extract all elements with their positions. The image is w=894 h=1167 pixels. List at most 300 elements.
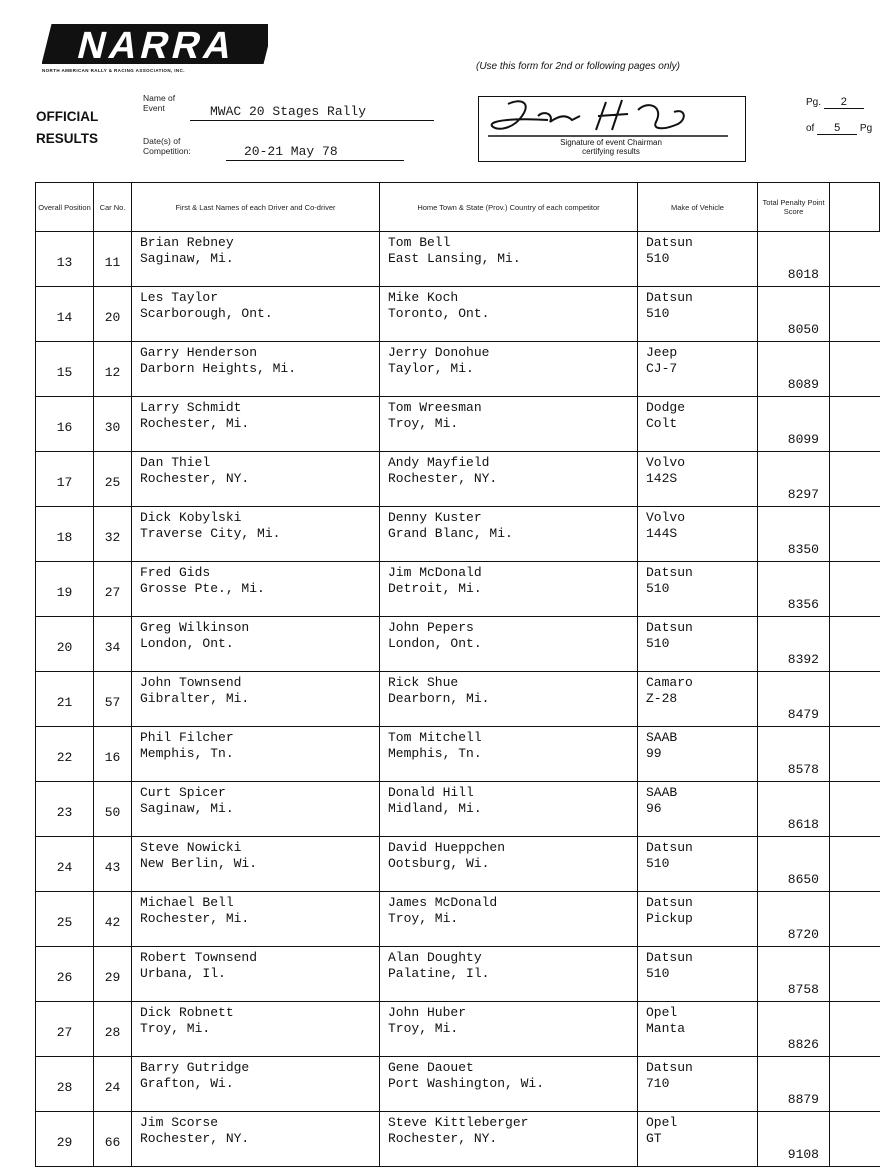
vehicle-cell bbox=[638, 1002, 758, 1057]
points-cell: 8578 bbox=[758, 727, 830, 782]
vehicle-block bbox=[638, 782, 757, 817]
points-cell: 8720 bbox=[758, 892, 830, 947]
vehicle-make: Datsun bbox=[646, 235, 693, 250]
vehicle-make: Opel bbox=[646, 1005, 678, 1020]
points-cell: 9108 bbox=[758, 1112, 830, 1167]
chairman-signature bbox=[488, 96, 728, 138]
codriver-name: Donald Hill bbox=[388, 785, 474, 800]
codriver-hometown: Midland, Mi. bbox=[388, 801, 482, 816]
driver-block bbox=[132, 507, 379, 542]
codriver-block bbox=[380, 287, 637, 322]
codriver-hometown: Memphis, Tn. bbox=[388, 746, 482, 761]
driver-block bbox=[132, 782, 379, 817]
codriver-block bbox=[380, 672, 637, 707]
codriver-cell bbox=[380, 617, 638, 672]
codriver-cell bbox=[380, 452, 638, 507]
driver-cell bbox=[132, 837, 380, 892]
driver-hometown: Rochester, NY. bbox=[140, 471, 250, 486]
position-cell: 23 bbox=[36, 782, 94, 837]
driver-block bbox=[132, 617, 379, 652]
table-header-row bbox=[36, 183, 880, 232]
codriver-block bbox=[380, 837, 637, 872]
vehicle-block bbox=[638, 397, 757, 432]
codriver-hometown: Troy, Mi. bbox=[388, 1021, 459, 1036]
table-row bbox=[36, 342, 880, 397]
org-full-name: NORTH AMERICAN RALLY & RACING ASSOCIATION, INC. bbox=[42, 68, 185, 73]
vehicle-block bbox=[638, 287, 757, 322]
codriver-block bbox=[380, 452, 637, 487]
header-blank bbox=[830, 183, 880, 232]
vehicle-block bbox=[638, 617, 757, 652]
codriver-name: James McDonald bbox=[388, 895, 498, 910]
signature-scribble bbox=[488, 96, 728, 138]
results-table bbox=[35, 182, 880, 1167]
header-position: Overall Position bbox=[36, 183, 94, 232]
blank-cell bbox=[830, 232, 880, 287]
header-driver: First & Last Names of each Driver and Co-driver bbox=[132, 183, 380, 232]
vehicle-model: 710 bbox=[646, 1076, 670, 1091]
vehicle-make: Datsun bbox=[646, 1060, 693, 1075]
vehicle-cell bbox=[638, 727, 758, 782]
vehicle-block bbox=[638, 1112, 757, 1147]
codriver-hometown: Palatine, Il. bbox=[388, 966, 490, 981]
date-field: 20-21 May 78 bbox=[226, 144, 404, 161]
vehicle-cell bbox=[638, 1057, 758, 1112]
codriver-block bbox=[380, 727, 637, 762]
position-cell: 28 bbox=[36, 1057, 94, 1112]
points-cell: 8099 bbox=[758, 397, 830, 452]
points-cell: 8392 bbox=[758, 617, 830, 672]
event-label-line1: Name of bbox=[143, 93, 176, 103]
codriver-cell bbox=[380, 1002, 638, 1057]
points-cell: 8050 bbox=[758, 287, 830, 342]
vehicle-model: 96 bbox=[646, 801, 662, 816]
vehicle-make: SAAB bbox=[646, 785, 678, 800]
vehicle-block bbox=[638, 672, 757, 707]
vehicle-model: Pickup bbox=[646, 911, 693, 926]
points-cell: 8479 bbox=[758, 672, 830, 727]
results-line: RESULTS bbox=[36, 131, 99, 146]
vehicle-block bbox=[638, 562, 757, 597]
driver-hometown: Rochester, NY. bbox=[140, 1131, 250, 1146]
table-row bbox=[36, 947, 880, 1002]
driver-hometown: Grosse Pte., Mi. bbox=[140, 581, 265, 596]
position-cell: 15 bbox=[36, 342, 94, 397]
vehicle-block bbox=[638, 727, 757, 762]
codriver-hometown: Troy, Mi. bbox=[388, 416, 459, 431]
vehicle-cell bbox=[638, 947, 758, 1002]
codriver-cell bbox=[380, 1057, 638, 1112]
date-label-line1: Date(s) of bbox=[143, 136, 181, 146]
codriver-hometown: Grand Blanc, Mi. bbox=[388, 526, 513, 541]
points-cell: 8356 bbox=[758, 562, 830, 617]
position-cell: 25 bbox=[36, 892, 94, 947]
date-label bbox=[143, 136, 191, 156]
driver-cell bbox=[132, 672, 380, 727]
codriver-name: David Hueppchen bbox=[388, 840, 506, 855]
vehicle-block bbox=[638, 837, 757, 872]
position-cell: 29 bbox=[36, 1112, 94, 1167]
position-cell: 24 bbox=[36, 837, 94, 892]
vehicle-model: 510 bbox=[646, 856, 670, 871]
position-cell: 26 bbox=[36, 947, 94, 1002]
vehicle-model: 510 bbox=[646, 636, 670, 651]
car-number-cell: 20 bbox=[94, 287, 132, 342]
driver-name: Brian Rebney bbox=[140, 235, 234, 250]
blank-cell bbox=[830, 1112, 880, 1167]
driver-name: Robert Townsend bbox=[140, 950, 258, 965]
points-cell: 8089 bbox=[758, 342, 830, 397]
codriver-hometown: London, Ont. bbox=[388, 636, 482, 651]
driver-cell bbox=[132, 562, 380, 617]
points-cell: 8018 bbox=[758, 232, 830, 287]
codriver-cell bbox=[380, 232, 638, 287]
car-number-cell: 29 bbox=[94, 947, 132, 1002]
driver-hometown: Troy, Mi. bbox=[140, 1021, 211, 1036]
car-number-cell: 43 bbox=[94, 837, 132, 892]
codriver-cell bbox=[380, 1112, 638, 1167]
codriver-block bbox=[380, 1112, 637, 1147]
official-results-title bbox=[36, 106, 98, 150]
vehicle-model: GT bbox=[646, 1131, 662, 1146]
driver-hometown: New Berlin, Wi. bbox=[140, 856, 258, 871]
official-line: OFFICIAL bbox=[36, 109, 99, 124]
codriver-name: Tom Wreesman bbox=[388, 400, 482, 415]
vehicle-make: Volvo bbox=[646, 455, 686, 470]
vehicle-model: 510 bbox=[646, 306, 670, 321]
codriver-cell bbox=[380, 562, 638, 617]
driver-hometown: Saginaw, Mi. bbox=[140, 251, 234, 266]
blank-cell bbox=[830, 782, 880, 837]
codriver-block bbox=[380, 232, 637, 267]
codriver-name: John Pepers bbox=[388, 620, 474, 635]
driver-hometown: Rochester, Mi. bbox=[140, 416, 250, 431]
driver-name: Fred Gids bbox=[140, 565, 211, 580]
driver-block bbox=[132, 672, 379, 707]
driver-name: Les Taylor bbox=[140, 290, 219, 305]
signature-caption-line1: Signature of event Chairman bbox=[560, 138, 662, 147]
vehicle-model: 144S bbox=[646, 526, 678, 541]
driver-hometown: Scarborough, Ont. bbox=[140, 306, 273, 321]
codriver-name: Andy Mayfield bbox=[388, 455, 490, 470]
vehicle-make: Camaro bbox=[646, 675, 693, 690]
vehicle-model: 510 bbox=[646, 251, 670, 266]
header-hometown: Home Town & State (Prov.) Country of each competitor bbox=[380, 183, 638, 232]
vehicle-model: 510 bbox=[646, 966, 670, 981]
car-number-cell: 24 bbox=[94, 1057, 132, 1112]
codriver-block bbox=[380, 342, 637, 377]
codriver-name: Tom Mitchell bbox=[388, 730, 482, 745]
driver-cell bbox=[132, 727, 380, 782]
blank-cell bbox=[830, 727, 880, 782]
table-row bbox=[36, 287, 880, 342]
vehicle-cell bbox=[638, 452, 758, 507]
driver-block bbox=[132, 1057, 379, 1092]
codriver-name: Denny Kuster bbox=[388, 510, 482, 525]
header-points: Total Penalty Point Score bbox=[758, 183, 830, 232]
car-number-cell: 57 bbox=[94, 672, 132, 727]
driver-name: Curt Spicer bbox=[140, 785, 226, 800]
table-row bbox=[36, 1002, 880, 1057]
position-cell: 13 bbox=[36, 232, 94, 287]
codriver-cell bbox=[380, 837, 638, 892]
points-cell: 8350 bbox=[758, 507, 830, 562]
vehicle-cell bbox=[638, 287, 758, 342]
codriver-block bbox=[380, 507, 637, 542]
page-number bbox=[806, 96, 864, 109]
driver-hometown: Gibralter, Mi. bbox=[140, 691, 250, 706]
blank-cell bbox=[830, 1002, 880, 1057]
driver-name: Greg Wilkinson bbox=[140, 620, 250, 635]
driver-cell bbox=[132, 1002, 380, 1057]
event-label-line2: Event bbox=[143, 103, 165, 113]
blank-cell bbox=[830, 837, 880, 892]
vehicle-block bbox=[638, 1057, 757, 1092]
position-cell: 17 bbox=[36, 452, 94, 507]
codriver-block bbox=[380, 947, 637, 982]
signature-caption-line2: certifying results bbox=[582, 147, 640, 156]
position-cell: 21 bbox=[36, 672, 94, 727]
blank-cell bbox=[830, 397, 880, 452]
codriver-hometown: Rochester, NY. bbox=[388, 471, 498, 486]
vehicle-model: Manta bbox=[646, 1021, 686, 1036]
vehicle-make: Opel bbox=[646, 1115, 678, 1130]
driver-block bbox=[132, 342, 379, 377]
driver-block bbox=[132, 397, 379, 432]
page-total bbox=[806, 122, 872, 135]
codriver-name: Steve Kittleberger bbox=[388, 1115, 529, 1130]
codriver-cell bbox=[380, 892, 638, 947]
codriver-cell bbox=[380, 782, 638, 837]
driver-cell bbox=[132, 947, 380, 1002]
position-cell: 22 bbox=[36, 727, 94, 782]
table-row bbox=[36, 672, 880, 727]
blank-cell bbox=[830, 342, 880, 397]
codriver-hometown: Dearborn, Mi. bbox=[388, 691, 490, 706]
vehicle-block bbox=[638, 507, 757, 542]
vehicle-make: Datsun bbox=[646, 620, 693, 635]
vehicle-cell bbox=[638, 782, 758, 837]
driver-hometown: Saginaw, Mi. bbox=[140, 801, 234, 816]
header-vehicle: Make of Vehicle bbox=[638, 183, 758, 232]
blank-cell bbox=[830, 562, 880, 617]
signature-caption bbox=[478, 138, 744, 156]
vehicle-cell bbox=[638, 672, 758, 727]
codriver-name: Rick Shue bbox=[388, 675, 459, 690]
blank-cell bbox=[830, 672, 880, 727]
car-number-cell: 34 bbox=[94, 617, 132, 672]
vehicle-cell bbox=[638, 507, 758, 562]
driver-hometown: Rochester, Mi. bbox=[140, 911, 250, 926]
table-row bbox=[36, 782, 880, 837]
table-row bbox=[36, 617, 880, 672]
codriver-name: John Huber bbox=[388, 1005, 467, 1020]
blank-cell bbox=[830, 452, 880, 507]
driver-name: Dick Robnett bbox=[140, 1005, 234, 1020]
vehicle-cell bbox=[638, 397, 758, 452]
driver-block bbox=[132, 1002, 379, 1037]
vehicle-block bbox=[638, 1002, 757, 1037]
codriver-name: Gene Daouet bbox=[388, 1060, 474, 1075]
driver-cell bbox=[132, 782, 380, 837]
vehicle-cell bbox=[638, 1112, 758, 1167]
driver-cell bbox=[132, 1112, 380, 1167]
codriver-hometown: Taylor, Mi. bbox=[388, 361, 474, 376]
car-number-cell: 66 bbox=[94, 1112, 132, 1167]
car-number-cell: 50 bbox=[94, 782, 132, 837]
blank-cell bbox=[830, 287, 880, 342]
codriver-name: Jerry Donohue bbox=[388, 345, 490, 360]
vehicle-cell bbox=[638, 892, 758, 947]
driver-block bbox=[132, 837, 379, 872]
table-row bbox=[36, 1112, 880, 1167]
vehicle-block bbox=[638, 947, 757, 982]
driver-block bbox=[132, 727, 379, 762]
vehicle-make: Jeep bbox=[646, 345, 678, 360]
driver-name: Barry Gutridge bbox=[140, 1060, 250, 1075]
page-total-value: 5 bbox=[817, 122, 857, 135]
codriver-name: Alan Doughty bbox=[388, 950, 482, 965]
car-number-cell: 28 bbox=[94, 1002, 132, 1057]
vehicle-block bbox=[638, 892, 757, 927]
header-car: Car No. bbox=[94, 183, 132, 232]
driver-name: Jim Scorse bbox=[140, 1115, 219, 1130]
vehicle-cell bbox=[638, 837, 758, 892]
car-number-cell: 30 bbox=[94, 397, 132, 452]
driver-name: Larry Schmidt bbox=[140, 400, 242, 415]
driver-cell bbox=[132, 452, 380, 507]
codriver-hometown: East Lansing, Mi. bbox=[388, 251, 521, 266]
codriver-block bbox=[380, 1057, 637, 1092]
codriver-cell bbox=[380, 397, 638, 452]
points-cell: 8618 bbox=[758, 782, 830, 837]
position-cell: 14 bbox=[36, 287, 94, 342]
vehicle-block bbox=[638, 342, 757, 377]
vehicle-model: CJ-7 bbox=[646, 361, 678, 376]
driver-hometown: Memphis, Tn. bbox=[140, 746, 234, 761]
codriver-cell bbox=[380, 727, 638, 782]
driver-block bbox=[132, 892, 379, 927]
codriver-name: Mike Koch bbox=[388, 290, 459, 305]
codriver-block bbox=[380, 397, 637, 432]
date-label-line2: Competition: bbox=[143, 146, 191, 156]
table-row bbox=[36, 562, 880, 617]
car-number-cell: 32 bbox=[94, 507, 132, 562]
points-cell: 8650 bbox=[758, 837, 830, 892]
vehicle-model: 510 bbox=[646, 581, 670, 596]
page-label: Pg. bbox=[806, 97, 822, 108]
codriver-cell bbox=[380, 342, 638, 397]
codriver-hometown: Toronto, Ont. bbox=[388, 306, 490, 321]
codriver-hometown: Detroit, Mi. bbox=[388, 581, 482, 596]
driver-name: Michael Bell bbox=[140, 895, 234, 910]
vehicle-model: 99 bbox=[646, 746, 662, 761]
form-usage-note: (Use this form for 2nd or following pages only) bbox=[476, 61, 680, 72]
table-row bbox=[36, 232, 880, 287]
driver-block bbox=[132, 947, 379, 982]
driver-block bbox=[132, 287, 379, 322]
codriver-hometown: Port Washington, Wi. bbox=[388, 1076, 545, 1091]
codriver-name: Jim McDonald bbox=[388, 565, 482, 580]
codriver-cell bbox=[380, 507, 638, 562]
driver-name: Garry Henderson bbox=[140, 345, 258, 360]
points-cell: 8758 bbox=[758, 947, 830, 1002]
event-label bbox=[143, 93, 175, 113]
vehicle-cell bbox=[638, 617, 758, 672]
driver-block bbox=[132, 452, 379, 487]
logo-lettering: NARRA bbox=[73, 24, 241, 67]
driver-cell bbox=[132, 287, 380, 342]
codriver-hometown: Ootsburg, Wi. bbox=[388, 856, 490, 871]
driver-name: Steve Nowicki bbox=[140, 840, 242, 855]
driver-name: John Townsend bbox=[140, 675, 242, 690]
vehicle-model: 142S bbox=[646, 471, 678, 486]
vehicle-model: Z-28 bbox=[646, 691, 678, 706]
vehicle-make: Datsun bbox=[646, 290, 693, 305]
codriver-block bbox=[380, 617, 637, 652]
of-label: of bbox=[806, 123, 815, 134]
codriver-hometown: Troy, Mi. bbox=[388, 911, 459, 926]
driver-block bbox=[132, 562, 379, 597]
car-number-cell: 25 bbox=[94, 452, 132, 507]
blank-cell bbox=[830, 617, 880, 672]
event-name-field: MWAC 20 Stages Rally bbox=[190, 104, 434, 121]
driver-cell bbox=[132, 617, 380, 672]
vehicle-make: Dodge bbox=[646, 400, 686, 415]
codriver-cell bbox=[380, 672, 638, 727]
codriver-block bbox=[380, 892, 637, 927]
blank-cell bbox=[830, 1057, 880, 1112]
table-row bbox=[36, 507, 880, 562]
vehicle-cell bbox=[638, 232, 758, 287]
table-row bbox=[36, 837, 880, 892]
vehicle-block bbox=[638, 232, 757, 267]
vehicle-make: Datsun bbox=[646, 895, 693, 910]
driver-cell bbox=[132, 397, 380, 452]
position-cell: 18 bbox=[36, 507, 94, 562]
codriver-cell bbox=[380, 947, 638, 1002]
vehicle-make: Datsun bbox=[646, 565, 693, 580]
vehicle-make: Datsun bbox=[646, 840, 693, 855]
table-row bbox=[36, 727, 880, 782]
position-cell: 27 bbox=[36, 1002, 94, 1057]
table-row bbox=[36, 1057, 880, 1112]
driver-hometown: Grafton, Wi. bbox=[140, 1076, 234, 1091]
vehicle-cell bbox=[638, 562, 758, 617]
vehicle-model: Colt bbox=[646, 416, 678, 431]
points-cell: 8826 bbox=[758, 1002, 830, 1057]
driver-hometown: London, Ont. bbox=[140, 636, 234, 651]
driver-hometown: Darborn Heights, Mi. bbox=[140, 361, 297, 376]
car-number-cell: 16 bbox=[94, 727, 132, 782]
table-row bbox=[36, 892, 880, 947]
driver-block bbox=[132, 1112, 379, 1147]
driver-name: Dan Thiel bbox=[140, 455, 211, 470]
codriver-hometown: Rochester, NY. bbox=[388, 1131, 498, 1146]
page-suffix: Pg bbox=[859, 123, 873, 134]
driver-cell bbox=[132, 892, 380, 947]
blank-cell bbox=[830, 507, 880, 562]
points-cell: 8297 bbox=[758, 452, 830, 507]
blank-cell bbox=[830, 947, 880, 1002]
blank-cell bbox=[830, 892, 880, 947]
driver-hometown: Urbana, Il. bbox=[140, 966, 226, 981]
position-cell: 20 bbox=[36, 617, 94, 672]
driver-cell bbox=[132, 232, 380, 287]
driver-name: Phil Filcher bbox=[140, 730, 234, 745]
codriver-name: Tom Bell bbox=[388, 235, 451, 250]
driver-name: Dick Kobylski bbox=[140, 510, 242, 525]
